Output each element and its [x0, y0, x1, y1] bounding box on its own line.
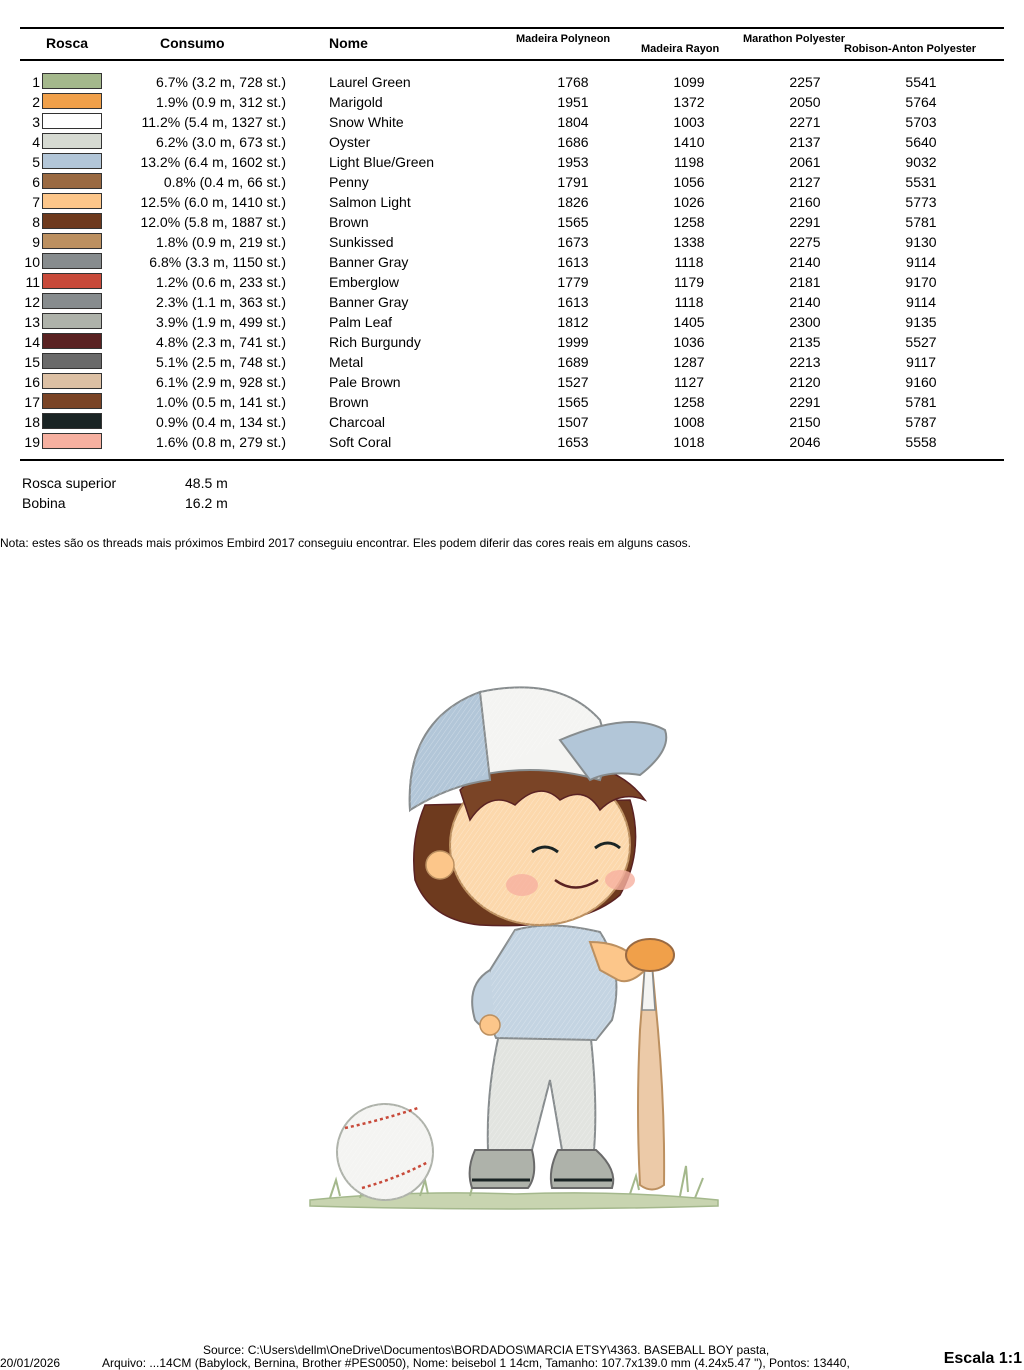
table-row: [0, 332, 1024, 352]
marathon-polyester-code: 2291: [789, 394, 821, 410]
thread-color-swatch: [42, 233, 102, 249]
thread-name: Snow White: [329, 114, 404, 130]
madeira-rayon-code: 1099: [673, 74, 705, 90]
bobina-label: Bobina: [22, 495, 66, 511]
thread-number: 3: [32, 114, 40, 130]
madeira-rayon-code: 1198: [673, 154, 705, 170]
madeira-rayon-code: 1003: [673, 114, 705, 130]
thread-consumption: 6.1% (2.9 m, 928 st.): [156, 374, 286, 390]
marathon-polyester-code: 2046: [789, 434, 821, 450]
thread-consumption: 1.2% (0.6 m, 233 st.): [156, 274, 286, 290]
robison-anton-code: 9114: [905, 254, 937, 270]
madeira-polyneon-code: 1804: [557, 114, 589, 130]
thread-consumption: 6.7% (3.2 m, 728 st.): [156, 74, 286, 90]
table-row: [0, 132, 1024, 152]
header-bottom-rule: [20, 59, 1004, 61]
thread-consumption: 1.0% (0.5 m, 141 st.): [156, 394, 286, 410]
madeira-polyneon-code: 1673: [557, 234, 589, 250]
boy-legs: [470, 1030, 614, 1188]
table-row: [0, 252, 1024, 272]
thread-name: Brown: [329, 214, 369, 230]
thread-color-swatch: [42, 273, 102, 289]
thread-number: 15: [24, 354, 40, 370]
header-madeira-polyneon: Madeira Polyneon: [516, 33, 611, 45]
table-row: [0, 392, 1024, 412]
thread-name: Palm Leaf: [329, 314, 393, 330]
marathon-polyester-code: 2257: [789, 74, 821, 90]
madeira-rayon-code: 1338: [673, 234, 705, 250]
header-nome: Nome: [329, 35, 368, 51]
table-row: [0, 412, 1024, 432]
footer-arquivo: Arquivo: ...14CM (Babylock, Bernina, Brother #PES0050), Nome: beisebol 1 14cm, Tamanho: 107.7x139.0 mm (4.24x5.47 "), Pontos: 13440,: [102, 1356, 850, 1370]
thread-color-swatch: [42, 213, 102, 229]
thread-color-swatch: [42, 393, 102, 409]
table-top-rule: [20, 27, 1004, 29]
robison-anton-code: 9170: [905, 274, 937, 290]
thread-name: Charcoal: [329, 414, 386, 430]
thread-color-swatch: [42, 133, 102, 149]
thread-consumption: 12.5% (6.0 m, 1410 st.): [140, 194, 286, 210]
thread-number: 2: [32, 94, 40, 110]
madeira-polyneon-code: 1686: [557, 134, 589, 150]
header-rosca: Rosca: [46, 35, 89, 51]
madeira-polyneon-code: 1613: [557, 254, 589, 270]
thread-number: 17: [24, 394, 40, 410]
header-consumo: Consumo: [160, 35, 225, 51]
madeira-rayon-code: 1008: [673, 414, 705, 430]
thread-consumption: 0.9% (0.4 m, 134 st.): [156, 414, 286, 430]
thread-color-swatch: [42, 373, 102, 389]
robison-anton-code: 9117: [905, 354, 937, 370]
table-row: [0, 92, 1024, 112]
thread-name: Penny: [329, 174, 369, 190]
marathon-polyester-code: 2150: [789, 414, 821, 430]
madeira-rayon-code: 1056: [673, 174, 705, 190]
madeira-polyneon-code: 1826: [557, 194, 589, 210]
thread-consumption: 11.2% (5.4 m, 1327 st.): [141, 114, 286, 130]
thread-color-swatch: [42, 253, 102, 269]
rosca-superior-value: 48.5 m: [185, 475, 228, 491]
thread-consumption: 6.8% (3.3 m, 1150 st.): [149, 254, 286, 270]
table-row: [0, 292, 1024, 312]
thread-color-swatch: [42, 153, 102, 169]
baseball-boy-embroidery: [300, 680, 730, 1220]
marathon-polyester-code: 2120: [789, 374, 821, 390]
madeira-polyneon-code: 1527: [557, 374, 589, 390]
madeira-polyneon-code: 1613: [557, 294, 589, 310]
madeira-polyneon-code: 1653: [557, 434, 589, 450]
thread-consumption: 6.2% (3.0 m, 673 st.): [156, 134, 286, 150]
header-marathon-polyester: Marathon Polyester: [743, 33, 846, 45]
madeira-polyneon-code: 1953: [557, 154, 589, 170]
bobina-value: 16.2 m: [185, 495, 228, 511]
thread-consumption: 1.8% (0.9 m, 219 st.): [156, 234, 286, 250]
thread-note: Nota: estes são os threads mais próximos Embird 2017 conseguiu encontrar. Eles podem diferir das cores reais em alguns casos.: [0, 536, 692, 550]
thread-color-swatch: [42, 193, 102, 209]
madeira-rayon-code: 1179: [673, 274, 705, 290]
thread-name: Brown: [329, 394, 369, 410]
thread-consumption: 12.0% (5.8 m, 1887 st.): [140, 214, 286, 230]
madeira-rayon-code: 1287: [673, 354, 705, 370]
thread-consumption: 4.8% (2.3 m, 741 st.): [156, 334, 286, 350]
thread-consumption: 5.1% (2.5 m, 748 st.): [156, 354, 286, 370]
marathon-polyester-code: 2300: [789, 314, 821, 330]
madeira-rayon-code: 1036: [673, 334, 705, 350]
marathon-polyester-code: 2127: [789, 174, 821, 190]
robison-anton-code: 9032: [905, 154, 937, 170]
thread-number: 11: [25, 274, 40, 290]
thread-consumption: 1.9% (0.9 m, 312 st.): [156, 94, 286, 110]
table-row: [0, 192, 1024, 212]
thread-number: 6: [32, 174, 40, 190]
table-row: [0, 352, 1024, 372]
thread-number: 16: [24, 374, 40, 390]
thread-color-swatch: [42, 313, 102, 329]
marathon-polyester-code: 2137: [789, 134, 821, 150]
robison-anton-code: 5640: [905, 134, 937, 150]
thread-name: Metal: [329, 354, 364, 370]
madeira-rayon-code: 1118: [674, 294, 704, 310]
table-row: [0, 312, 1024, 332]
table-bottom-rule: [20, 459, 1004, 461]
thread-consumption: 1.6% (0.8 m, 279 st.): [156, 434, 286, 450]
madeira-polyneon-code: 1999: [557, 334, 589, 350]
robison-anton-code: 5781: [905, 214, 937, 230]
thread-color-swatch: [42, 173, 102, 189]
thread-consumption: 3.9% (1.9 m, 499 st.): [156, 314, 286, 330]
robison-anton-code: 5558: [905, 434, 937, 450]
marathon-polyester-code: 2140: [789, 294, 821, 310]
table-row: [0, 372, 1024, 392]
madeira-rayon-code: 1372: [673, 94, 705, 110]
madeira-rayon-code: 1405: [673, 314, 705, 330]
robison-anton-code: 5764: [905, 94, 937, 110]
madeira-rayon-code: 1258: [673, 214, 705, 230]
robison-anton-code: 5781: [905, 394, 937, 410]
baseball: [337, 1104, 433, 1200]
madeira-polyneon-code: 1951: [557, 94, 589, 110]
madeira-polyneon-code: 1812: [557, 314, 589, 330]
madeira-rayon-code: 1026: [673, 194, 705, 210]
thread-consumption: 0.8% (0.4 m, 66 st.): [163, 174, 286, 190]
thread-name: Banner Gray: [329, 254, 409, 270]
marathon-polyester-code: 2271: [789, 114, 821, 130]
marathon-polyester-code: 2181: [789, 274, 821, 290]
table-row: [0, 172, 1024, 192]
marathon-polyester-code: 2050: [789, 94, 821, 110]
robison-anton-code: 5541: [905, 74, 937, 90]
thread-number: 5: [32, 154, 40, 170]
robison-anton-code: 5787: [905, 414, 937, 430]
madeira-polyneon-code: 1768: [557, 74, 589, 90]
robison-anton-code: 9114: [905, 294, 937, 310]
marathon-polyester-code: 2135: [789, 334, 821, 350]
madeira-rayon-code: 1258: [673, 394, 705, 410]
thread-color-swatch: [42, 113, 102, 129]
footer-date: 20/01/2026: [0, 1356, 61, 1370]
table-row: [0, 272, 1024, 292]
robison-anton-code: 5703: [905, 114, 937, 130]
madeira-rayon-code: 1410: [673, 134, 705, 150]
table-row: [0, 432, 1024, 452]
madeira-polyneon-code: 1565: [557, 394, 589, 410]
madeira-rayon-code: 1118: [674, 254, 704, 270]
thread-number: 10: [24, 254, 40, 270]
scale-label: Escala 1:1: [943, 1350, 1022, 1367]
marathon-polyester-code: 2061: [789, 154, 821, 170]
thread-number: 8: [32, 214, 40, 230]
thread-number: 13: [24, 314, 40, 330]
table-row: [0, 232, 1024, 252]
thread-consumption: 13.2% (6.4 m, 1602 st.): [140, 154, 286, 170]
madeira-polyneon-code: 1565: [557, 214, 589, 230]
thread-color-swatch: [42, 93, 102, 109]
marathon-polyester-code: 2275: [789, 234, 821, 250]
thread-color-swatch: [42, 433, 102, 449]
thread-number: 14: [24, 334, 40, 350]
madeira-polyneon-code: 1507: [557, 414, 589, 430]
robison-anton-code: 9135: [905, 314, 937, 330]
thread-name: Pale Brown: [329, 374, 401, 390]
thread-name: Sunkissed: [329, 234, 394, 250]
thread-color-swatch: [42, 333, 102, 349]
thread-name: Laurel Green: [329, 74, 411, 90]
thread-name: Oyster: [329, 134, 371, 150]
table-row: [0, 72, 1024, 92]
table-row: [0, 212, 1024, 232]
thread-name: Banner Gray: [329, 294, 409, 310]
thread-name: Marigold: [329, 94, 383, 110]
robison-anton-code: 5531: [905, 174, 937, 190]
thread-name: Salmon Light: [329, 194, 411, 210]
thread-number: 7: [32, 194, 40, 210]
footer-source: Source: C:\Users\dellm\OneDrive\Documentos\BORDADOS\MARCIA ETSY\4363. BASEBALL BOY pasta,: [203, 1343, 770, 1357]
header-robison-anton: Robison-Anton Polyester: [844, 43, 977, 55]
header-madeira-rayon: Madeira Rayon: [641, 43, 720, 55]
madeira-polyneon-code: 1791: [557, 174, 589, 190]
robison-anton-code: 9130: [905, 234, 937, 250]
thread-color-swatch: [42, 293, 102, 309]
madeira-rayon-code: 1127: [673, 374, 705, 390]
thread-name: Emberglow: [329, 274, 400, 290]
thread-name: Light Blue/Green: [329, 154, 435, 170]
table-row: [0, 112, 1024, 132]
thread-number: 1: [32, 74, 40, 90]
marathon-polyester-code: 2291: [789, 214, 821, 230]
robison-anton-code: 9160: [905, 374, 937, 390]
thread-name: Rich Burgundy: [329, 334, 421, 350]
thread-number: 18: [24, 414, 40, 430]
marathon-polyester-code: 2140: [789, 254, 821, 270]
robison-anton-code: 5773: [905, 194, 937, 210]
thread-color-swatch: [42, 353, 102, 369]
thread-number: 12: [24, 294, 40, 310]
marathon-polyester-code: 2213: [789, 354, 821, 370]
thread-consumption: 2.3% (1.1 m, 363 st.): [156, 294, 286, 310]
baseball-bat: [638, 965, 664, 1190]
marathon-polyester-code: 2160: [789, 194, 821, 210]
thread-number: 4: [32, 134, 40, 150]
madeira-polyneon-code: 1689: [557, 354, 589, 370]
thread-color-swatch: [42, 413, 102, 429]
thread-color-swatch: [42, 73, 102, 89]
thread-number: 9: [32, 234, 40, 250]
thread-name: Soft Coral: [329, 434, 392, 450]
madeira-rayon-code: 1018: [673, 434, 705, 450]
thread-number: 19: [24, 434, 40, 450]
rosca-superior-label: Rosca superior: [22, 475, 117, 491]
table-row: [0, 152, 1024, 172]
madeira-polyneon-code: 1779: [557, 274, 589, 290]
robison-anton-code: 5527: [905, 334, 937, 350]
